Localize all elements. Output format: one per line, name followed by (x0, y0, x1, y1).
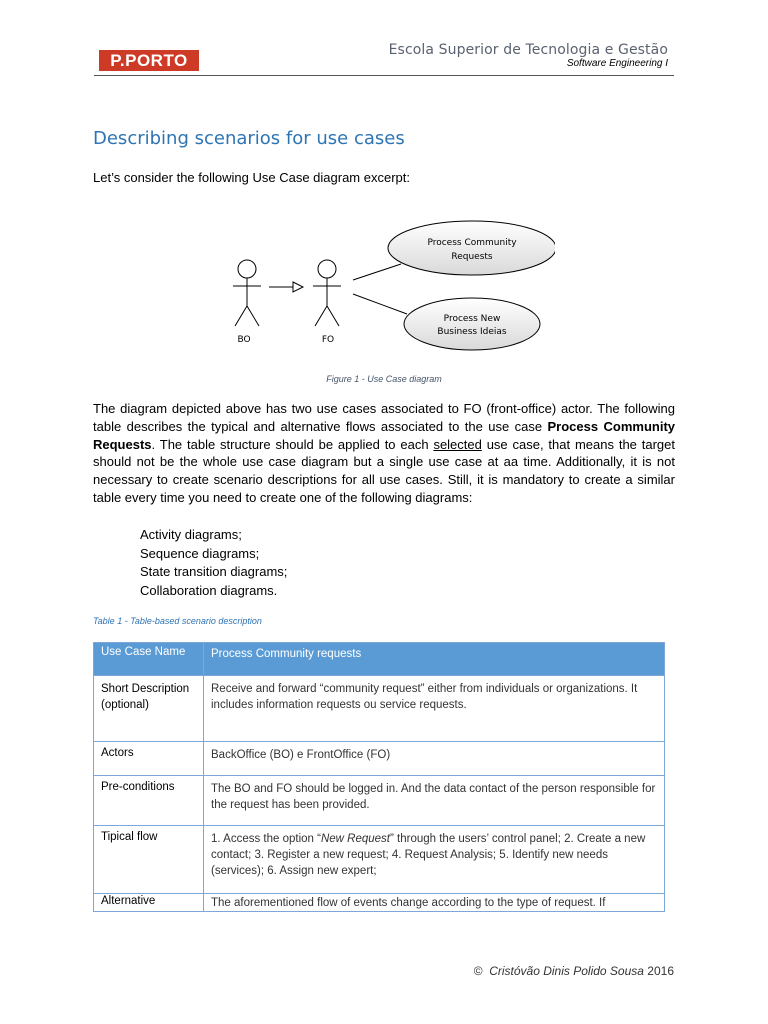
table-row (94, 776, 665, 826)
paragraph-part-1: The diagram depicted above has two use cases associated to FO (front-office) actor. The following table describes the typical and alternative flows associated to the use case (93, 401, 675, 434)
paragraph-underlined-word: selected (433, 436, 482, 452)
figure-caption: Figure 1 - Use Case diagram (326, 374, 442, 384)
scenario-table (93, 642, 665, 912)
table-row (94, 826, 665, 894)
table-row-key: Short Description (optional) (94, 676, 204, 742)
intro-text: Let’s consider the following Use Case diagram excerpt: (93, 170, 410, 185)
use-case-1-label-line2: Requests (451, 252, 493, 262)
paragraph-part-2: . The table structure should be applied to each (151, 436, 434, 452)
list-item: Collaboration diagrams. (140, 582, 278, 598)
flow-text-pre: 1. Access the option “ (211, 833, 321, 845)
actor-fo-figure (313, 260, 341, 326)
list-item: Sequence diagrams; (140, 545, 260, 561)
use-case-process-community-requests (388, 221, 555, 275)
table-row-value: Receive and forward “community request” either from individuals or organizations. It includes information requests ou service requests. (204, 676, 665, 742)
table-row-key: Actors (94, 742, 204, 776)
table-row (94, 676, 665, 742)
section-heading: Describing scenarios for use cases (93, 128, 405, 149)
table-row-value: The BO and FO should be logged in. And the data contact of the person responsible for the request has been provided. (204, 776, 665, 826)
school-name: Escola Superior de Tecnologia e Gestão (388, 42, 668, 58)
generalization-arrow (269, 282, 303, 292)
actor-bo-label: BO (237, 335, 251, 345)
actor-fo-label: FO (321, 335, 335, 345)
table-row-value (204, 826, 665, 894)
actor-bo-figure (233, 260, 261, 326)
institution-logo: P.PORTO (99, 50, 199, 71)
table-row (94, 742, 665, 776)
table-row-key: Tipical flow (94, 826, 204, 894)
page-footer (474, 964, 674, 978)
diagram-types-list (140, 526, 287, 600)
list-item: Activity diagrams; (140, 527, 242, 542)
body-paragraph (93, 400, 675, 507)
association-line-2 (353, 294, 407, 314)
flow-text-post: ” through the users’ control panel; 2. Create a new contact; 3. Register a new request; 4. Request Analysis; 5. Identify new needs (services); 6. Assign new expert; (211, 833, 646, 877)
author-name: Cristóvão Dinis Polido Sousa (489, 964, 644, 978)
use-case-diagram (215, 218, 555, 352)
use-case-1-label-line1: Process Community (427, 238, 517, 248)
flow-text-option: New Request (320, 833, 390, 845)
table-row (94, 894, 665, 912)
paragraph-bold-use-case: Process Community Requests (93, 418, 676, 452)
table-row-key: Pre-conditions (94, 776, 204, 826)
table-row-key: Alternative (94, 894, 204, 912)
header-divider (94, 75, 674, 76)
list-item: State transition diagrams; (140, 564, 288, 580)
association-line-1 (353, 264, 401, 280)
footer-year: 2016 (647, 964, 674, 978)
table-row-value: The aforementioned flow of events change according to the type of request. If (204, 894, 665, 912)
use-case-2-label-line2: Business Ideias (437, 327, 507, 337)
use-case-2-label-line1: Process New (443, 314, 501, 324)
use-case-process-new-business-ideias (404, 298, 540, 350)
table-header-key: Use Case Name (94, 643, 204, 676)
table-header-value: Process Community requests (204, 643, 665, 676)
table-header-row (94, 643, 665, 676)
copyright-symbol: © (473, 964, 483, 978)
paragraph-part-3: use case, that means the target should not be the whole use case diagram but a single use case at aa time. Additionally, it is not necessary to create scenario descriptions for all use cases. Still, it is mandatory to create a similar table every time you need to create one of the following diagrams: (93, 436, 675, 505)
course-name: Software Engineering I (566, 58, 668, 69)
table-caption: Table 1 - Table-based scenario description (93, 616, 262, 626)
table-row-value: BackOffice (BO) e FrontOffice (FO) (204, 742, 665, 776)
